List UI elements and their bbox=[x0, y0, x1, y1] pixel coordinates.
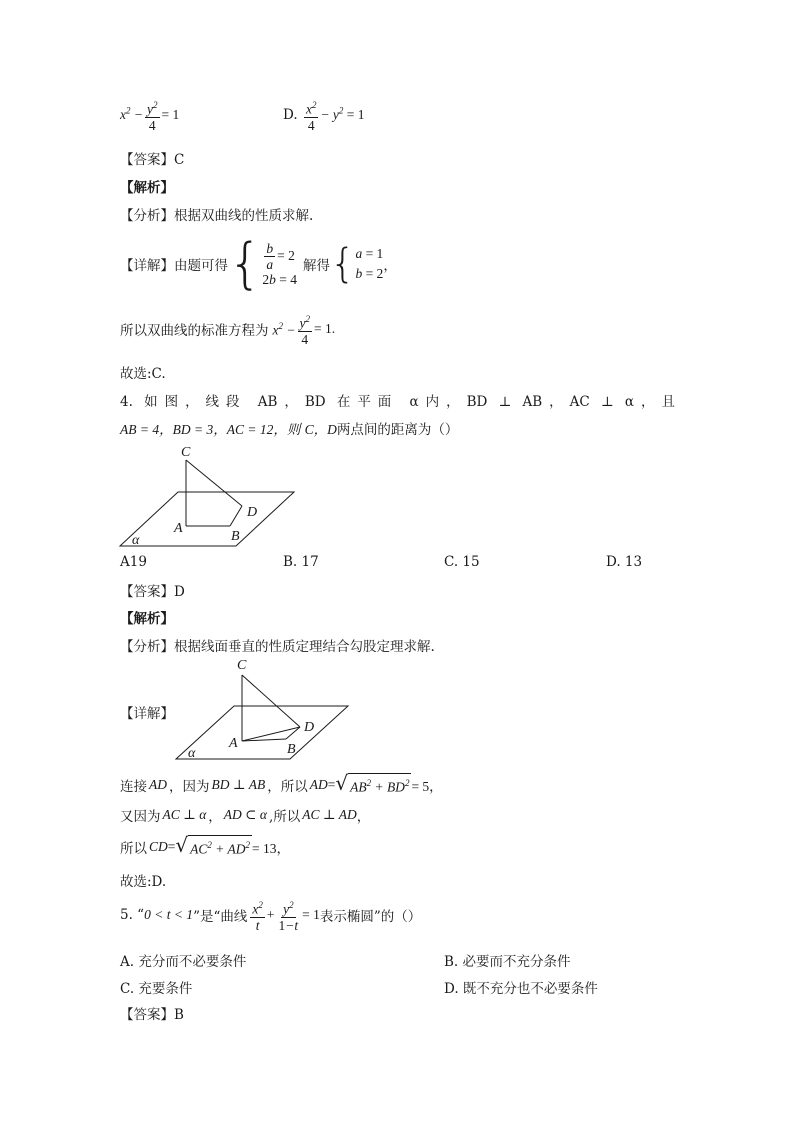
label-alpha: α bbox=[132, 533, 140, 548]
q3-equation-system: $\frac{b}{a}$ = 2 2b = 4 bbox=[262, 240, 297, 287]
q4-answer: 【答案】D bbox=[120, 584, 185, 600]
q3-detail: 【详解】 由题可得 { $\frac{b}{a}$ = 2 2b = 4 解得 { a = 1 b = 2 ， bbox=[120, 232, 397, 295]
q4-option-d: D. 13 bbox=[606, 554, 643, 570]
q4-option-b: B. 17 bbox=[283, 554, 319, 570]
label-b: B bbox=[287, 742, 296, 757]
q3-option-c: $x^2$ − $\frac{y^2}{4}$ = 1 bbox=[120, 100, 180, 133]
q3-choose: 故选:C. bbox=[120, 366, 166, 382]
q5-option-c: C. 充要条件 bbox=[120, 981, 193, 997]
q4-stem-line1: 4. 如图，线段 AB，BD 在平面 α内，BD ⊥ AB，AC ⊥ α，且 bbox=[120, 394, 675, 410]
label-d: D bbox=[304, 720, 315, 735]
segment-bd bbox=[230, 506, 242, 526]
q4-option-c: C. 15 bbox=[444, 554, 480, 570]
q4-fenxi: 【分析】根据线面垂直的性质定理结合勾股定理求解. bbox=[120, 639, 435, 655]
label-d: D bbox=[247, 505, 258, 520]
label-b: B bbox=[231, 529, 240, 544]
plane-alpha bbox=[120, 492, 294, 546]
q4-choose: 故选:D. bbox=[120, 874, 167, 890]
q3-detail-label: 【详解】 bbox=[120, 258, 174, 274]
label-a: A bbox=[229, 736, 238, 751]
segment-cd bbox=[186, 460, 242, 506]
q4-figure-question bbox=[118, 440, 303, 550]
q3-option-d-formula: $\frac{x^2}{4}$ bbox=[305, 100, 317, 133]
label-a: A bbox=[174, 521, 183, 536]
q5-option-a: A. 充分而不必要条件 bbox=[120, 954, 247, 970]
q4-figure-solution bbox=[174, 655, 354, 763]
q3-conclusion: 所以双曲线的标准方程为 $x^2$ − $\frac{y^2}{4}$ = 1. bbox=[120, 314, 336, 347]
q3-solution-system: a = 1 b = 2 bbox=[355, 246, 384, 281]
label-alpha: α bbox=[188, 746, 196, 761]
sqrt-expression: √ $AC^2 + AD^2$ bbox=[175, 833, 251, 857]
q4-analysis-heading: 【解析】 bbox=[120, 611, 174, 627]
q4-detail-line1: 连接 AD ，因为 BD ⊥ AB ，所以 AD = √ $AB^2 + BD^2$ = 5， bbox=[120, 771, 443, 795]
q5-option-b: B. 必要而不充分条件 bbox=[444, 954, 571, 970]
q4-detail-line2: 又因为 AC ⊥ α ， AD ⊂ α ,所以 AC ⊥ AD ， bbox=[120, 807, 371, 825]
q5-answer: 【答案】B bbox=[120, 1007, 184, 1023]
q3-option-d-label: D. bbox=[283, 106, 298, 123]
q3-detail-text-1: 由题可得 bbox=[174, 258, 228, 274]
q3-option-d: D. $\frac{x^2}{4}$ − $y^2 = 1$ bbox=[283, 100, 365, 133]
q3-detail-text-2: 解得 bbox=[302, 258, 330, 274]
q3-analysis-heading: 【解析】 bbox=[120, 180, 174, 196]
q3-option-c-formula: $x^2$ − bbox=[120, 105, 143, 122]
left-brace-icon: { bbox=[329, 241, 356, 287]
label-c: C bbox=[181, 445, 191, 460]
segment-cd bbox=[242, 675, 300, 727]
q4-detail-label: 【详解】 bbox=[120, 706, 174, 722]
q4-option-a: A19 bbox=[120, 554, 147, 570]
q4-detail-line3: 所以 CD = √ $AC^2 + AD^2$ = 13， bbox=[120, 833, 291, 857]
label-c: C bbox=[237, 658, 247, 673]
q3-fenxi: 【分析】根据双曲线的性质求解. bbox=[120, 208, 314, 224]
left-brace-icon: { bbox=[228, 232, 263, 295]
plane-alpha bbox=[176, 706, 348, 759]
q3-answer: 【答案】C bbox=[120, 152, 185, 168]
sqrt-expression: √ $AB^2 + BD^2$ bbox=[335, 771, 410, 795]
q4-stem-line2: AB = 4，BD = 3，AC = 12，则 C，D两点间的距离为（） bbox=[120, 422, 459, 438]
q5-stem: 5. “ 0 < t < 1 ”是“曲线 $\frac{x^2}{t}$ + $\frac{y^2}{1-t}$ = 1 表示椭圆”的（） bbox=[120, 900, 422, 933]
q5-option-d: D. 既不充分也不必要条件 bbox=[444, 981, 598, 997]
